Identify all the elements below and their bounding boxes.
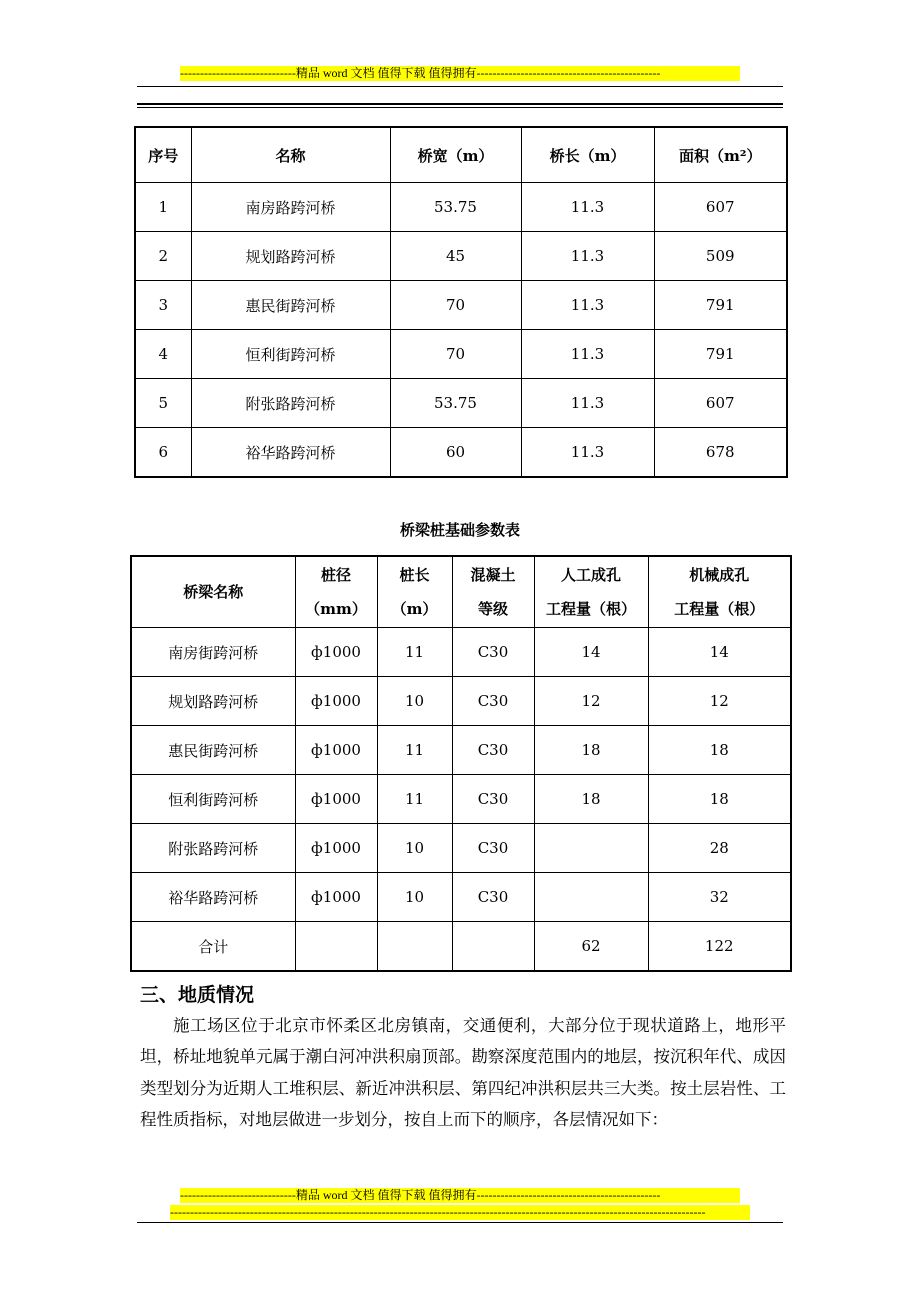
table-cell: 10 xyxy=(377,873,452,922)
col-header xyxy=(377,556,452,628)
table-cell xyxy=(452,922,534,972)
col-header-line: 工程量（根） xyxy=(674,600,765,618)
table-cell: 规划路跨河桥 xyxy=(131,677,295,726)
table-cell: 53.75 xyxy=(390,183,521,232)
table-cell: C30 xyxy=(452,775,534,824)
col-header-area: 面积（m²） xyxy=(654,127,787,183)
table-cell: ф1000 xyxy=(295,677,377,726)
col-header xyxy=(295,556,377,628)
header-rule-double-2 xyxy=(137,107,783,108)
table-cell: 南房路跨河桥 xyxy=(191,183,390,232)
table-cell: 18 xyxy=(534,775,648,824)
col-header-line: 工程量（根） xyxy=(545,600,636,618)
table-cell: 合计 xyxy=(131,922,295,972)
col-header-width: 桥宽（m） xyxy=(390,127,521,183)
table-row xyxy=(131,775,791,824)
col-header-line: 桩长 xyxy=(399,566,430,584)
table-cell: 2 xyxy=(135,232,191,281)
col-header xyxy=(534,556,648,628)
col-header-line: （m） xyxy=(391,600,438,618)
col-header-line: 桥梁名称 xyxy=(183,583,244,601)
table-cell: 70 xyxy=(390,330,521,379)
table-cell: C30 xyxy=(452,824,534,873)
col-header-index: 序号 xyxy=(135,127,191,183)
table-cell: 11 xyxy=(377,726,452,775)
table-cell: ф1000 xyxy=(295,873,377,922)
table-body xyxy=(131,628,791,972)
col-header-line: 机械成孔 xyxy=(689,566,750,584)
bridge-dimensions-table xyxy=(134,126,788,478)
table-cell: 惠民街跨河桥 xyxy=(131,726,295,775)
col-header-line: 等级 xyxy=(477,600,508,618)
table-row xyxy=(135,330,787,379)
col-header xyxy=(452,556,534,628)
table-cell: 28 xyxy=(648,824,791,873)
table-row xyxy=(131,628,791,677)
table-header-row xyxy=(131,556,791,628)
table-cell: ф1000 xyxy=(295,628,377,677)
table-cell: 惠民街跨河桥 xyxy=(191,281,390,330)
table-cell: 11 xyxy=(377,775,452,824)
table-cell: 791 xyxy=(654,330,787,379)
table-cell: 5 xyxy=(135,379,191,428)
table-cell: ф1000 xyxy=(295,726,377,775)
table-row xyxy=(135,281,787,330)
table-cell: C30 xyxy=(452,726,534,775)
col-header-line: （mm） xyxy=(305,600,367,618)
table-row xyxy=(131,824,791,873)
table-cell: C30 xyxy=(452,677,534,726)
footer-dash-line: -------------------------------------------------------------------------------------------------------------------------------------- xyxy=(170,1205,750,1220)
table-cell: C30 xyxy=(452,873,534,922)
table-cell: 45 xyxy=(390,232,521,281)
table-cell xyxy=(534,824,648,873)
table-cell: 裕华路跨河桥 xyxy=(131,873,295,922)
table-cell: 裕华路跨河桥 xyxy=(191,428,390,478)
table-body xyxy=(135,183,787,478)
table-row xyxy=(135,183,787,232)
header-banner: -----------------------------精品 word 文档 值得下载 值得拥有---------------------------------------------- xyxy=(180,66,740,81)
table-cell: 11.3 xyxy=(521,232,654,281)
footer-banner: -----------------------------精品 word 文档 值得下载 值得拥有---------------------------------------------- xyxy=(180,1188,740,1203)
col-header xyxy=(648,556,791,628)
table-row xyxy=(135,379,787,428)
table-cell: 60 xyxy=(390,428,521,478)
col-header-line: 混凝土 xyxy=(470,566,516,584)
col-header xyxy=(131,556,295,628)
table-cell: 509 xyxy=(654,232,787,281)
table-cell: 6 xyxy=(135,428,191,478)
table-cell: 791 xyxy=(654,281,787,330)
table-cell: 恒利街跨河桥 xyxy=(191,330,390,379)
table-cell: C30 xyxy=(452,628,534,677)
table-cell: 3 xyxy=(135,281,191,330)
table-cell: 14 xyxy=(534,628,648,677)
table-cell: 122 xyxy=(648,922,791,972)
table-cell: 4 xyxy=(135,330,191,379)
table-cell: 11.3 xyxy=(521,330,654,379)
table-row xyxy=(131,873,791,922)
table-cell: 70 xyxy=(390,281,521,330)
table-row xyxy=(135,232,787,281)
table-cell: 18 xyxy=(534,726,648,775)
table-cell: 11.3 xyxy=(521,281,654,330)
table-cell: 18 xyxy=(648,775,791,824)
table-cell: 18 xyxy=(648,726,791,775)
col-header-length: 桥长（m） xyxy=(521,127,654,183)
table-caption: 桥梁桩基础参数表 xyxy=(399,521,520,539)
table-cell: 附张路跨河桥 xyxy=(191,379,390,428)
footer-rule xyxy=(137,1222,783,1223)
table-cell: 14 xyxy=(648,628,791,677)
table-cell: 10 xyxy=(377,824,452,873)
table-cell: 11.3 xyxy=(521,183,654,232)
table-total-row xyxy=(131,922,791,972)
table-cell: 678 xyxy=(654,428,787,478)
pile-foundation-table xyxy=(130,555,792,972)
table-cell: 11.3 xyxy=(521,379,654,428)
table-cell: 62 xyxy=(534,922,648,972)
table-cell: 南房街跨河桥 xyxy=(131,628,295,677)
table-cell xyxy=(534,873,648,922)
col-header-line: 人工成孔 xyxy=(560,566,621,584)
table-cell: 12 xyxy=(534,677,648,726)
body-paragraph: 施工场区位于北京市怀柔区北房镇南，交通便利，大部分位于现状道路上，地形平坦，桥址地貌单元属于潮白河冲洪积扇顶部。勘察深度范围内的地层，按沉积年代、成因类型划分为近期人工堆积层、新近冲洪积层、第四纪冲洪积层共三大类。按土层岩性、工程性质指标，对地层做进一步划分，按自上而下的顺序，各层情况如下： xyxy=(140,1016,786,1129)
table-cell: 10 xyxy=(377,677,452,726)
col-header-name: 名称 xyxy=(191,127,390,183)
table-cell xyxy=(377,922,452,972)
table-cell: 1 xyxy=(135,183,191,232)
table-cell: 53.75 xyxy=(390,379,521,428)
table-cell: 规划路跨河桥 xyxy=(191,232,390,281)
table-cell: 32 xyxy=(648,873,791,922)
table-cell: 607 xyxy=(654,183,787,232)
col-header-line: 桩径 xyxy=(320,566,351,584)
section-title: 三、地质情况 xyxy=(140,984,255,1006)
table-cell: 607 xyxy=(654,379,787,428)
header-rule-top xyxy=(137,86,783,87)
table-cell: 11 xyxy=(377,628,452,677)
table-cell: 附张路跨河桥 xyxy=(131,824,295,873)
table-cell: 11.3 xyxy=(521,428,654,478)
header-rule-double-1 xyxy=(137,103,783,105)
table-cell xyxy=(295,922,377,972)
table-row xyxy=(131,677,791,726)
table-header-row xyxy=(135,127,787,183)
table-cell: 12 xyxy=(648,677,791,726)
table-cell: 恒利街跨河桥 xyxy=(131,775,295,824)
table-row xyxy=(131,726,791,775)
table-cell: ф1000 xyxy=(295,824,377,873)
table-row xyxy=(135,428,787,478)
table-cell: ф1000 xyxy=(295,775,377,824)
